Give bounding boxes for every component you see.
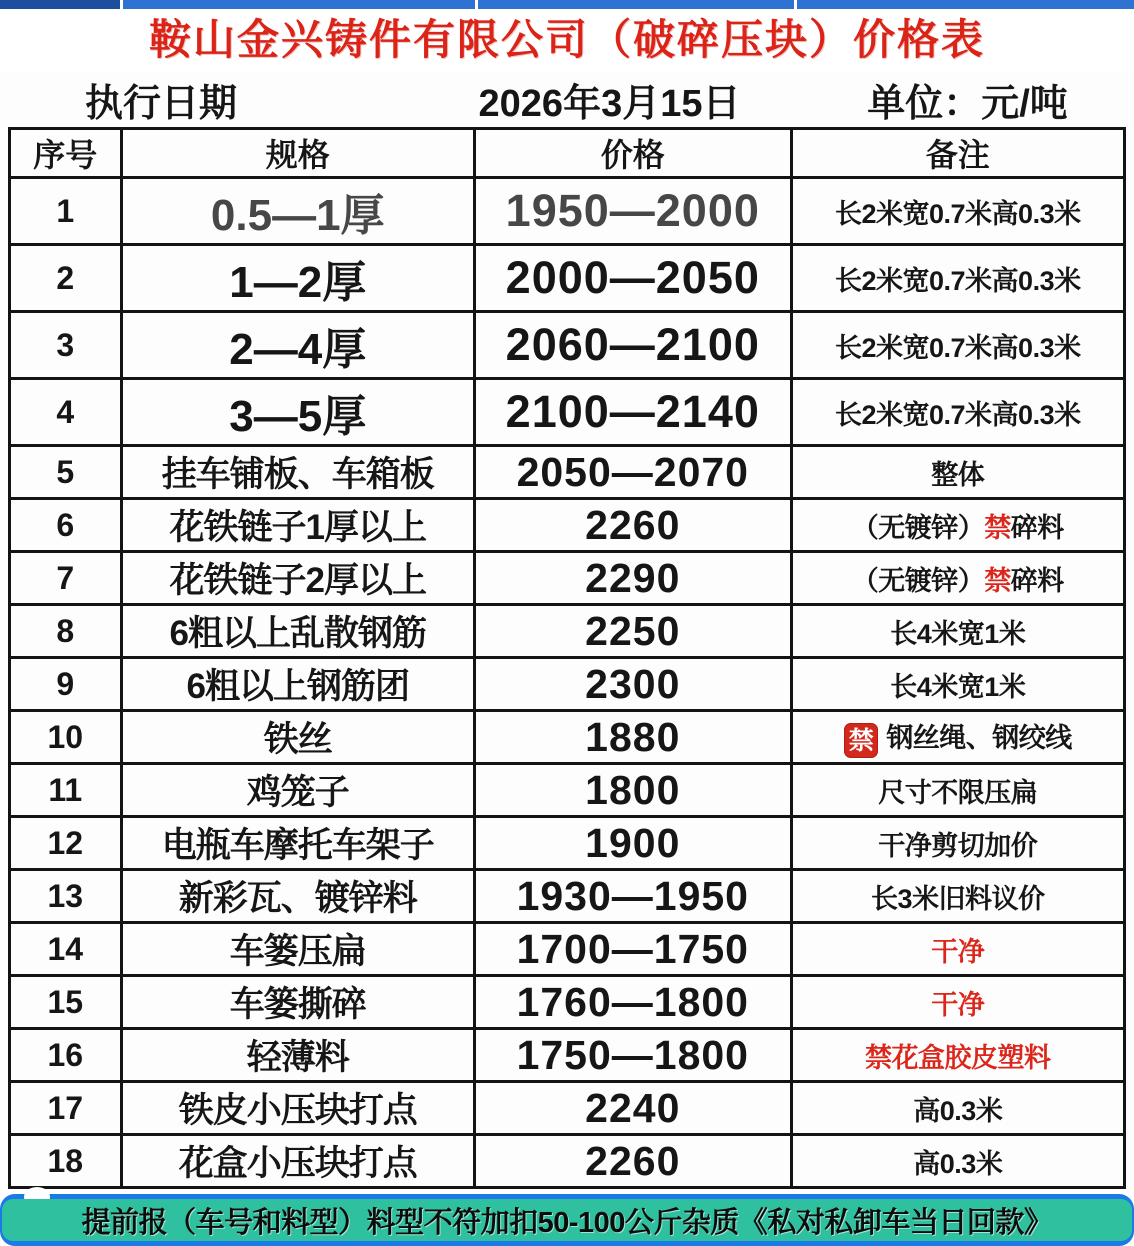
spec-cell: 0.5—1厚 [121,178,474,245]
row-number: 8 [10,605,122,658]
jin-forbidden-badge-icon: 禁 [844,723,879,758]
info-bar [0,71,1134,127]
price-cell: 2290 [474,552,791,605]
remark-text: 高0.3米 [913,1148,1003,1179]
remark-cell [791,446,1124,499]
row-number: 9 [10,658,122,711]
unit-label: 单位：元/吨 [867,82,1068,125]
spec-cell: 6粗以上乱散钢筋 [121,605,474,658]
price-cell: 2260 [474,1135,791,1188]
footer-banner [0,1194,1134,1246]
table-row [10,379,1125,446]
table-row [10,870,1125,923]
row-number: 1 [10,178,122,245]
remark-text: 钢丝绳、钢绞线 [886,723,1072,754]
row-number: 18 [10,1135,122,1188]
price-cell: 2300 [474,658,791,711]
row-number: 2 [10,245,122,312]
row-number: 10 [10,711,122,764]
remark-cell [791,658,1124,711]
remark-warning-text: 禁 [984,565,1011,596]
table-row [10,605,1125,658]
top-bar [0,0,1134,9]
remark-text: （无镀锌） [851,512,985,543]
column-header: 价格 [474,129,791,178]
remark-text: 干净剪切加价 [878,830,1038,861]
remark-warning-text: 干净 [931,989,985,1020]
spec-cell: 挂车铺板、车箱板 [121,446,474,499]
remark-text: 整体 [931,459,985,490]
price-cell: 2050—2070 [474,446,791,499]
top-bar-segment [0,0,120,9]
remark-cell [791,711,1124,764]
price-cell: 2250 [474,605,791,658]
spec-cell: 6粗以上钢筋团 [121,658,474,711]
top-bar-segment [123,0,475,9]
row-number: 6 [10,499,122,552]
top-bar-segment [478,0,794,9]
remark-cell [791,976,1124,1029]
spec-cell: 车篓撕碎 [121,976,474,1029]
remark-cell [791,605,1124,658]
top-bar-segment [797,0,1134,9]
column-header: 规格 [121,129,474,178]
table-row [10,1082,1125,1135]
price-cell: 2060—2100 [474,312,791,379]
remark-cell [791,379,1124,446]
price-cell: 1760—1800 [474,976,791,1029]
row-number: 7 [10,552,122,605]
row-number: 14 [10,923,122,976]
price-cell: 1930—1950 [474,870,791,923]
remark-cell [791,817,1124,870]
remark-text: 长2米宽0.7米高0.3米 [835,332,1081,363]
remark-cell [791,764,1124,817]
table-row [10,711,1125,764]
remark-warning-text: 干净 [931,936,985,967]
spec-cell: 3—5厚 [121,379,474,446]
table-row [10,245,1125,312]
price-cell: 1750—1800 [474,1029,791,1082]
spec-cell: 鸡笼子 [121,764,474,817]
table-row [10,658,1125,711]
price-cell: 1800 [474,764,791,817]
remark-cell [791,1082,1124,1135]
page-title: 鞍山金兴铸件有限公司（破碎压块）价格表 [148,16,985,63]
price-cell: 2240 [474,1082,791,1135]
remark-cell [791,499,1124,552]
table-row [10,446,1125,499]
remark-text: 尺寸不限压扁 [878,777,1038,808]
table-header [10,129,1125,178]
remark-cell [791,178,1124,245]
remark-cell [791,552,1124,605]
spec-cell: 花铁链子1厚以上 [121,499,474,552]
remark-cell [791,1029,1124,1082]
price-cell: 2100—2140 [474,379,791,446]
spec-cell: 花铁链子2厚以上 [121,552,474,605]
price-cell: 1950—2000 [474,178,791,245]
row-number: 16 [10,1029,122,1082]
row-number: 15 [10,976,122,1029]
row-number: 3 [10,312,122,379]
footer-note: 提前报（车号和料型）料型不符加扣50-100公斤杂质《私对私卸车当日回款》 [2,1199,1132,1241]
table-row [10,976,1125,1029]
spec-cell: 花盒小压块打点 [121,1135,474,1188]
column-header: 序号 [10,129,122,178]
price-cell: 2000—2050 [474,245,791,312]
table-row [10,817,1125,870]
table-row [10,1029,1125,1082]
price-cell: 1700—1750 [474,923,791,976]
table-row [10,1135,1125,1188]
table-row [10,178,1125,245]
remark-text: 碎料 [1010,565,1064,596]
spec-cell: 2—4厚 [121,312,474,379]
price-cell: 1900 [474,817,791,870]
remark-text: 长2米宽0.7米高0.3米 [835,399,1081,430]
row-number: 11 [10,764,122,817]
remark-cell [791,1135,1124,1188]
remark-text: （无镀锌） [851,565,985,596]
spec-cell: 铁丝 [121,711,474,764]
remark-cell [791,245,1124,312]
row-number: 4 [10,379,122,446]
remark-cell [791,923,1124,976]
remark-text: 长2米宽0.7米高0.3米 [835,198,1081,229]
spec-cell: 铁皮小压块打点 [121,1082,474,1135]
table-body [10,178,1125,1188]
table-row [10,499,1125,552]
remark-warning-text: 禁花盒胶皮塑料 [865,1042,1051,1073]
remark-cell [791,312,1124,379]
spec-cell: 车篓压扁 [121,923,474,976]
price-cell: 1880 [474,711,791,764]
column-header: 备注 [791,129,1124,178]
price-cell: 2260 [474,499,791,552]
remark-cell [791,870,1124,923]
remark-text: 高0.3米 [913,1095,1003,1126]
table-row [10,552,1125,605]
remark-text: 碎料 [1010,512,1064,543]
table-row [10,312,1125,379]
spec-cell: 1—2厚 [121,245,474,312]
row-number: 17 [10,1082,122,1135]
exec-date-value: 2026年3月15日 [478,82,741,125]
spec-cell: 新彩瓦、镀锌料 [121,870,474,923]
remark-text: 长4米宽1米 [890,618,1026,649]
header-row [10,129,1125,178]
remark-text: 长3米旧料议价 [871,883,1045,914]
price-table [8,127,1126,1189]
remark-warning-text: 禁 [984,512,1011,543]
row-number: 13 [10,870,122,923]
remark-text: 长4米宽1米 [890,671,1026,702]
row-number: 5 [10,446,122,499]
remark-text: 长2米宽0.7米高0.3米 [835,265,1081,296]
table-row [10,923,1125,976]
exec-date-label: 执行日期 [85,82,238,125]
spec-cell: 轻薄料 [121,1029,474,1082]
table-row [10,764,1125,817]
spec-cell: 电瓶车摩托车架子 [121,817,474,870]
row-number: 12 [10,817,122,870]
